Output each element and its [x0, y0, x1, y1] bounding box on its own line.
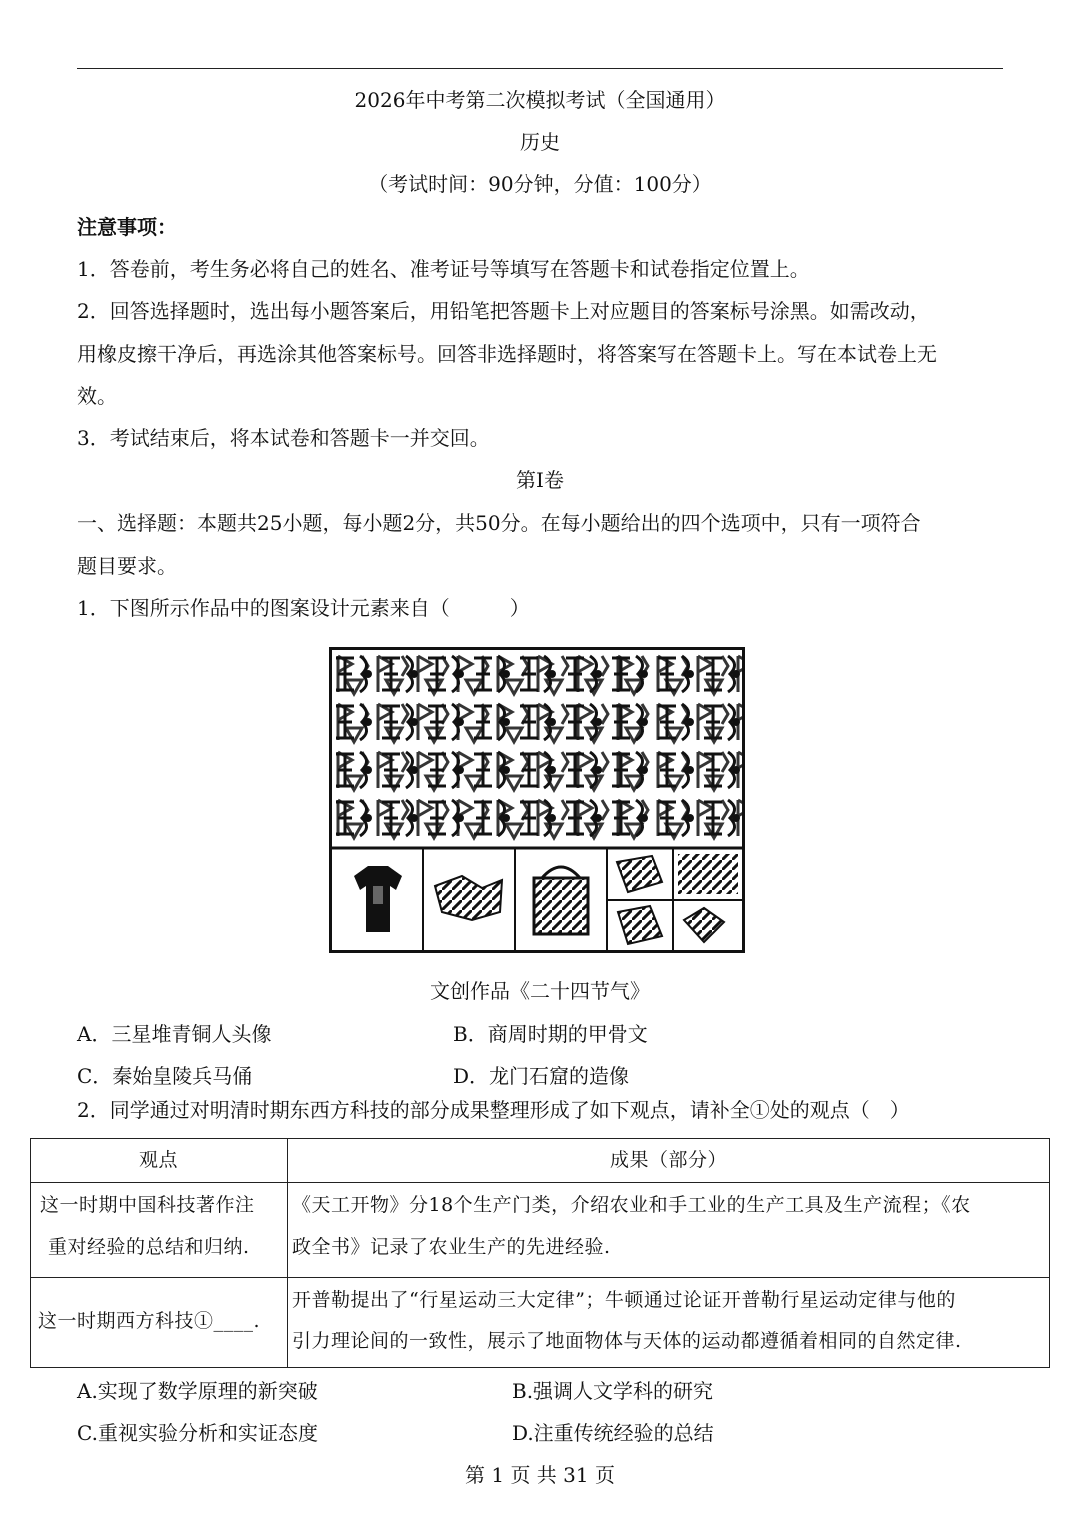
- row1-view: 这一时期中国科技著作注: [40, 1194, 255, 1216]
- row1-result-cont: 政全书》记录了农业生产的先进经验.: [292, 1236, 611, 1258]
- q2-option-d[interactable]: D.注重传统经验的总结: [512, 1421, 714, 1445]
- notice-item-2: 2．回答选择题时，选出每小题答案后，用铅笔把答题卡上对应题目的答案标号涂黑。如需改动，: [77, 299, 930, 323]
- top-rule: [77, 68, 1003, 69]
- table-row-divider: [30, 1277, 1050, 1278]
- notice-heading: 注意事项：: [77, 215, 177, 239]
- exam-title: 2026年中考第二次模拟考试（全国通用）: [354, 88, 726, 112]
- time-info: （考试时间：90分钟，分值：100分）: [368, 172, 712, 196]
- q2-option-c[interactable]: C.重视实验分析和实证态度: [77, 1421, 318, 1445]
- notice-item-3: 3．考试结束后，将本试卷和答题卡一并交回。: [77, 426, 490, 450]
- table-header-divider: [30, 1182, 1050, 1183]
- notice-item-2-end: 效。: [77, 384, 117, 408]
- notice-item-2-cont: 用橡皮擦干净后，再选涂其他答案标号。回答非选择题时，将答案写在答题卡上。写在本试卷上无: [77, 342, 937, 366]
- q1-option-c[interactable]: C．秦始皇陵兵马俑: [77, 1064, 253, 1088]
- row1-view-cont: 重对经验的总结和归纳.: [48, 1236, 250, 1258]
- q1-caption: 文创作品《二十四节气》: [430, 979, 650, 1003]
- page-footer: 第 1 页 共 31 页: [465, 1463, 615, 1487]
- q1-option-d[interactable]: D．龙门石窟的造像: [453, 1064, 630, 1088]
- q1-figure: [329, 647, 745, 953]
- q2-option-b[interactable]: B.强调人文学科的研究: [512, 1379, 714, 1403]
- q2-option-a[interactable]: A.实现了数学原理的新突破: [77, 1379, 318, 1403]
- volume-label: 第Ⅰ卷: [516, 468, 564, 492]
- row2-result: 开普勒提出了“行星运动三大定律”；牛顿通过论证开普勒行星运动定律与他的: [292, 1289, 956, 1311]
- subject-title: 历史: [520, 130, 560, 154]
- glyph-artwork: [332, 650, 742, 950]
- q1-stem: 1．下图所示作品中的图案设计元素来自（ ）: [77, 596, 530, 620]
- table-header-result: 成果（部分）: [609, 1149, 727, 1171]
- section-intro-cont: 题目要求。: [77, 554, 177, 578]
- notice-item-1: 1．答卷前，考生务必将自己的姓名、准考证号等填写在答题卡和试卷指定位置上。: [77, 257, 810, 281]
- q1-option-a[interactable]: A．三星堆青铜人头像: [77, 1022, 272, 1046]
- section-intro: 一、选择题：本题共25小题，每小题2分，共50分。在每小题给出的四个选项中，只有一项符合: [77, 511, 921, 535]
- row2-view: 这一时期西方科技①____.: [38, 1310, 261, 1332]
- row2-result-cont: 引力理论间的一致性，展示了地面物体与天体的运动都遵循着相同的自然定律.: [292, 1330, 962, 1352]
- q2-stem: 2．同学通过对明清时期东西方科技的部分成果整理形成了如下观点，请补全①处的观点（ ）: [77, 1098, 910, 1122]
- row1-result: 《天工开物》分18个生产门类，介绍农业和手工业的生产工具及生产流程；《农: [292, 1194, 971, 1216]
- table-header-view: 观点: [138, 1149, 178, 1171]
- q1-option-b[interactable]: B．商周时期的甲骨文: [453, 1022, 648, 1046]
